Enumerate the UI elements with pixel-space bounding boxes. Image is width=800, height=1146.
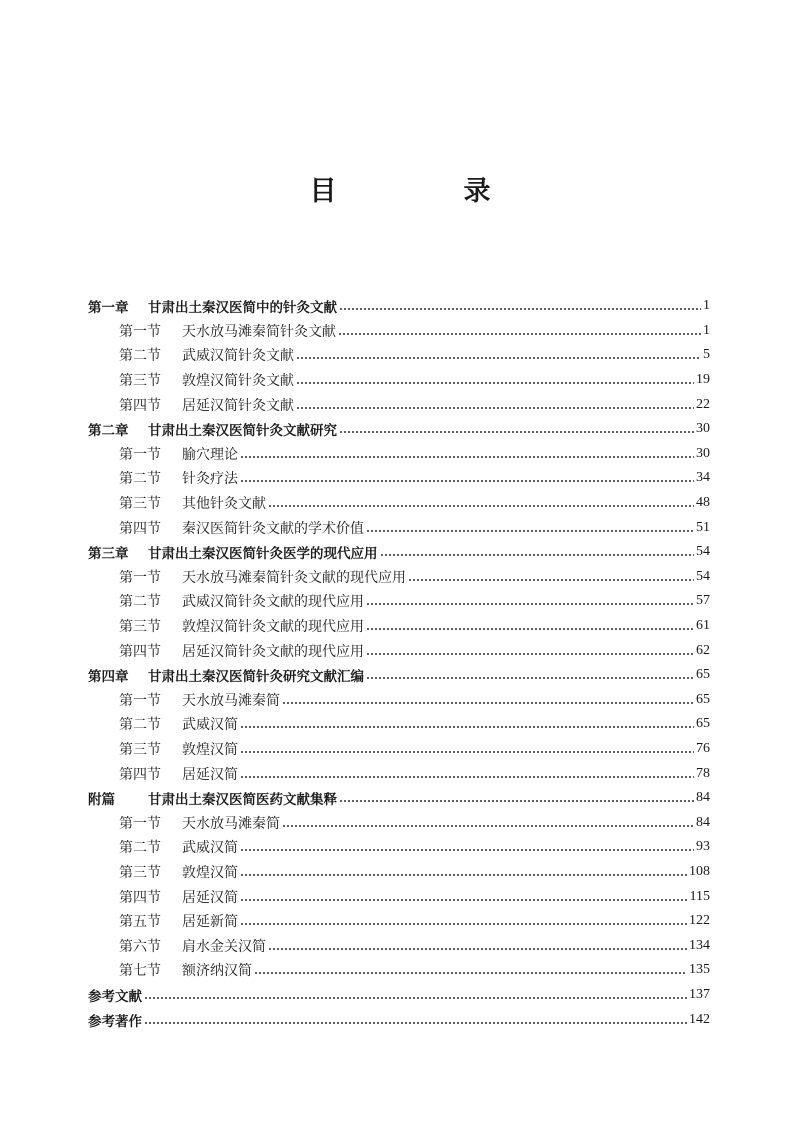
toc-entry-number: 第四节 (119, 889, 161, 906)
toc-entry-number: 附篇 (88, 792, 115, 809)
toc-entry-title: 敦煌汉简 (182, 864, 238, 881)
toc-chapter-entry[interactable] (88, 417, 710, 442)
toc-section-entry[interactable] (88, 688, 710, 713)
toc-page-number: 30 (696, 421, 710, 437)
toc-entry-number: 第二节 (119, 594, 161, 611)
toc-entry-title: 居延汉简针灸文献的现代应用 (182, 643, 364, 660)
toc-page-number: 1 (703, 322, 710, 338)
dot-leader (240, 923, 687, 925)
toc-entry-number: 第四节 (119, 643, 161, 660)
table-of-contents (88, 294, 710, 1032)
toc-page-number: 48 (696, 495, 710, 511)
toc-page-number: 115 (689, 888, 710, 904)
dot-leader (240, 751, 694, 753)
toc-entry-title: 天水放马滩秦简针灸文献 (182, 323, 336, 340)
toc-chapter-entry[interactable] (88, 1007, 710, 1032)
toc-section-entry[interactable] (88, 761, 710, 786)
toc-entry-title: 其他针灸文献 (182, 496, 266, 513)
toc-entry-number: 第一节 (119, 815, 161, 832)
toc-section-entry[interactable] (88, 958, 710, 983)
toc-section-entry[interactable] (88, 589, 710, 614)
toc-page-number: 61 (696, 618, 710, 634)
dot-leader (339, 431, 694, 433)
toc-page-number: 5 (703, 347, 710, 363)
dot-leader (240, 849, 694, 851)
toc-page-number: 51 (696, 519, 710, 535)
toc-entry-title: 敦煌汉简针灸文献 (182, 373, 294, 390)
dot-leader (144, 997, 687, 999)
toc-entry-number: 第一节 (119, 692, 161, 709)
toc-page-number: 134 (689, 937, 710, 953)
toc-entry-title: 天水放马滩秦简 (182, 815, 280, 832)
dot-leader (268, 505, 694, 507)
toc-page-number: 78 (696, 765, 710, 781)
page-title: 目 录 (309, 176, 541, 207)
toc-entry-number: 第三节 (119, 496, 161, 513)
dot-leader (296, 357, 701, 359)
toc-entry-title: 武威汉简针灸文献 (182, 348, 294, 365)
dot-leader (296, 407, 694, 409)
toc-entry-number: 第三章 (88, 546, 129, 563)
dot-leader (366, 653, 694, 655)
toc-entry-number: 第二节 (119, 471, 161, 488)
dot-leader (268, 948, 687, 950)
toc-section-entry[interactable] (88, 515, 710, 540)
toc-chapter-entry[interactable] (88, 983, 710, 1008)
toc-page-number: 62 (696, 642, 710, 658)
toc-entry-number: 第一章 (88, 300, 129, 317)
toc-entry-title: 肩水金关汉简 (182, 938, 266, 955)
dot-leader (338, 333, 701, 335)
toc-page-number: 22 (696, 396, 710, 412)
toc-entry-number: 第一节 (119, 446, 161, 463)
toc-section-entry[interactable] (88, 860, 710, 885)
toc-entry-number: 第四节 (119, 520, 161, 537)
toc-entry-number: 第三节 (119, 741, 161, 758)
toc-entry-title: 武威汉简针灸文献的现代应用 (182, 594, 364, 611)
dot-leader (366, 530, 694, 532)
toc-section-entry[interactable] (88, 392, 710, 417)
toc-entry-number: 第四章 (88, 669, 129, 686)
toc-page-number: 30 (696, 445, 710, 461)
toc-entry-title: 居延新简 (182, 914, 238, 931)
dot-leader (144, 1022, 687, 1024)
dot-leader (282, 702, 694, 704)
dot-leader (408, 579, 694, 581)
toc-page-number: 137 (689, 986, 710, 1002)
dot-leader (282, 825, 694, 827)
toc-entry-number: 第四节 (119, 397, 161, 414)
toc-entry-number: 第三节 (119, 373, 161, 390)
toc-page-number: 19 (696, 372, 710, 388)
dot-leader (240, 480, 694, 482)
toc-section-entry[interactable] (88, 835, 710, 860)
toc-entry-number: 第七节 (119, 963, 161, 980)
toc-page-number: 1 (703, 298, 710, 314)
dot-leader (339, 308, 701, 310)
toc-chapter-entry[interactable] (88, 294, 710, 319)
toc-page-number: 54 (696, 544, 710, 560)
toc-entry-number: 第一节 (119, 569, 161, 586)
dot-leader (380, 554, 695, 556)
toc-page-number: 122 (689, 913, 710, 929)
toc-section-entry[interactable] (88, 368, 710, 393)
toc-entry-number: 第五节 (119, 914, 161, 931)
toc-section-entry[interactable] (88, 343, 710, 368)
toc-page-number: 84 (696, 790, 710, 806)
toc-entry-number: 第六节 (119, 938, 161, 955)
toc-page-number: 65 (696, 691, 710, 707)
toc-page-number: 34 (696, 470, 710, 486)
toc-entry-number: 第一节 (119, 323, 161, 340)
toc-section-entry[interactable] (88, 737, 710, 762)
toc-entry-title: 参考文献 (88, 988, 142, 1005)
toc-section-entry[interactable] (88, 614, 710, 639)
toc-entry-title: 甘肃出土秦汉医简针灸医学的现代应用 (148, 546, 378, 563)
toc-entry-title: 甘肃出土秦汉医简针灸研究文献汇编 (148, 669, 364, 686)
dot-leader (366, 603, 694, 605)
toc-page-number: 84 (696, 814, 710, 830)
toc-entry-title: 甘肃出土秦汉医简医药文献集释 (148, 792, 337, 809)
toc-section-entry[interactable] (88, 712, 710, 737)
toc-section-entry[interactable] (88, 810, 710, 835)
toc-entry-title: 甘肃出土秦汉医简中的针灸文献 (148, 300, 337, 317)
toc-entry-number: 第四节 (119, 766, 161, 783)
toc-entry-title: 参考著作 (88, 1013, 142, 1030)
toc-entry-title: 天水放马滩秦简针灸文献的现代应用 (182, 569, 406, 586)
dot-leader (240, 456, 694, 458)
toc-section-entry[interactable] (88, 319, 710, 344)
toc-entry-title: 敦煌汉简 (182, 741, 238, 758)
dot-leader (339, 800, 694, 802)
dot-leader (240, 776, 694, 778)
toc-page-number: 135 (689, 962, 710, 978)
toc-section-entry[interactable] (88, 638, 710, 663)
toc-entry-number: 第二节 (119, 840, 161, 857)
toc-entry-title: 武威汉简 (182, 717, 238, 734)
toc-entry-title: 秦汉医简针灸文献的学术价值 (182, 520, 364, 537)
toc-page-number: 108 (689, 863, 710, 879)
toc-entry-title: 居延汉简针灸文献 (182, 397, 294, 414)
toc-section-entry[interactable] (88, 565, 710, 590)
toc-entry-number: 第三节 (119, 864, 161, 881)
dot-leader (296, 382, 694, 384)
toc-entry-title: 天水放马滩秦简 (182, 692, 280, 709)
dot-leader (240, 726, 694, 728)
toc-entry-title: 敦煌汉简针灸文献的现代应用 (182, 619, 364, 636)
toc-section-entry[interactable] (88, 491, 710, 516)
toc-page-number: 142 (689, 1011, 710, 1027)
dot-leader (240, 899, 688, 901)
toc-page-number: 57 (696, 593, 710, 609)
toc-section-entry[interactable] (88, 909, 710, 934)
toc-entry-title: 居延汉简 (182, 766, 238, 783)
toc-chapter-entry[interactable] (88, 663, 710, 688)
toc-page-number: 65 (696, 716, 710, 732)
dot-leader (366, 628, 694, 630)
toc-page-number: 65 (696, 667, 710, 683)
toc-entry-number: 第二节 (119, 348, 161, 365)
toc-entry-number: 第二节 (119, 717, 161, 734)
toc-section-entry[interactable] (88, 442, 710, 467)
toc-entry-title: 武威汉简 (182, 840, 238, 857)
toc-chapter-entry[interactable] (88, 540, 710, 565)
dot-leader (366, 677, 694, 679)
toc-page-number: 54 (696, 568, 710, 584)
toc-entry-title: 居延汉简 (182, 889, 238, 906)
toc-entry-title: 甘肃出土秦汉医简针灸文献研究 (148, 423, 337, 440)
toc-chapter-entry[interactable] (88, 786, 710, 811)
toc-entry-title: 腧穴理论 (182, 446, 238, 463)
toc-entry-title: 针灸疗法 (182, 471, 238, 488)
toc-page-number: 93 (696, 839, 710, 855)
toc-section-entry[interactable] (88, 466, 710, 491)
toc-page-number: 76 (696, 740, 710, 756)
toc-section-entry[interactable] (88, 884, 710, 909)
toc-entry-title: 额济纳汉简 (182, 963, 252, 980)
dot-leader (240, 874, 687, 876)
dot-leader (254, 972, 687, 974)
toc-entry-number: 第二章 (88, 423, 129, 440)
toc-section-entry[interactable] (88, 933, 710, 958)
toc-entry-number: 第三节 (119, 619, 161, 636)
